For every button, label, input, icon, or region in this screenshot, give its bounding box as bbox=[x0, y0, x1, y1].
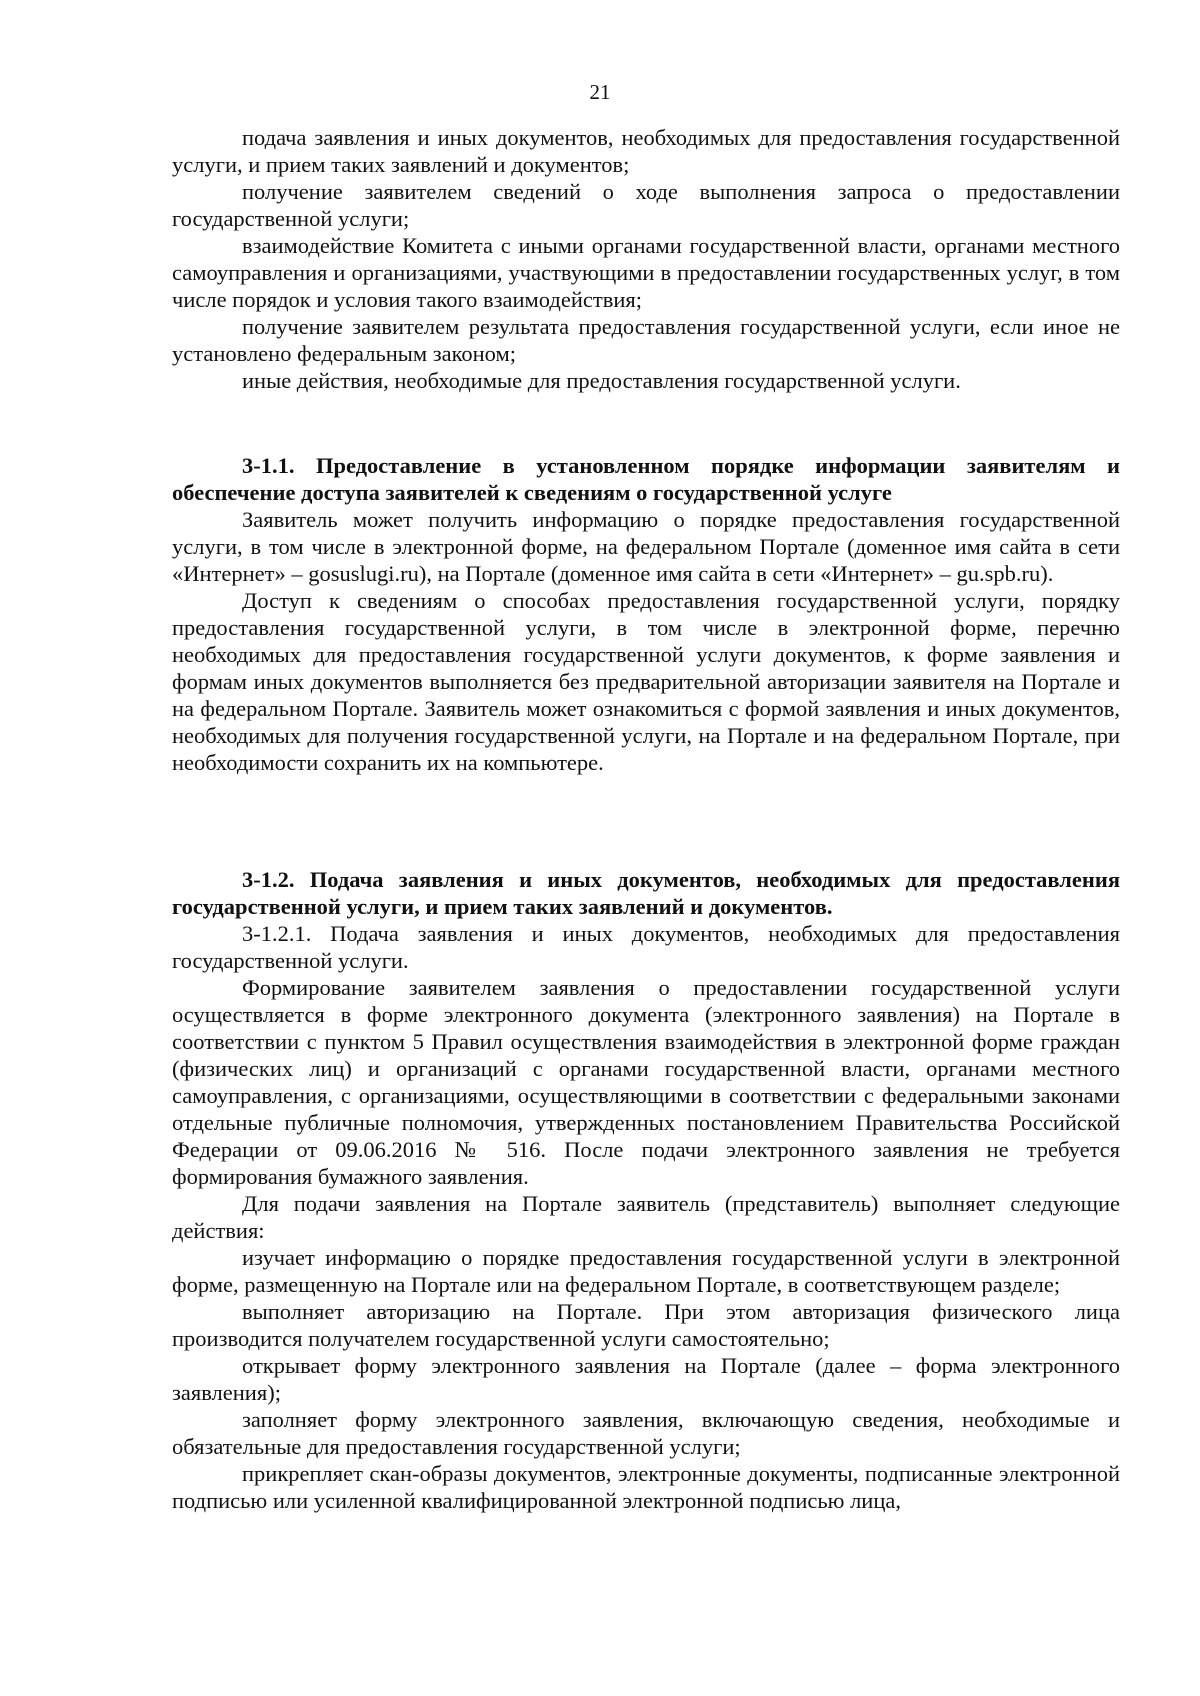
list-item: выполняет авторизацию на Портале. При этом авторизация физического лица производится получателем государственной услуги самостоятельно; bbox=[172, 1299, 1120, 1351]
paragraph: Для подачи заявления на Портале заявитель (представитель) выполняет следующие действия: bbox=[172, 1191, 1120, 1243]
list-item: открывает форму электронного заявления на Портале (далее – форма электронного заявления); bbox=[172, 1353, 1120, 1405]
paragraph: Заявитель может получить информацию о порядке предоставления государственной услуги, в том числе в электронной форме, на федеральном Портале (доменное имя сайта в сети «Интернет» – gosuslugi.ru), на Портале (доменное имя сайта в сети «Интернет» – gu.spb.ru). bbox=[172, 507, 1120, 586]
list-item: заполняет форму электронного заявления, включающую сведения, необходимые и обязательные для предоставления государственной услуги; bbox=[172, 1407, 1120, 1459]
list-item: прикрепляет скан-образы документов, электронные документы, подписанные электронной подписью или усиленной квалифицированной электронной подписью лица, bbox=[172, 1461, 1120, 1513]
list-item: изучает информацию о порядке предоставления государственной услуги в электронной форме, размещенную на Портале или на федеральном Портале, в соответствующем разделе; bbox=[172, 1245, 1120, 1297]
section-heading: 3-1.1. Предоставление в установленном порядке информации заявителям и обеспечение доступа заявителей к сведениям о государственной услуге bbox=[172, 453, 1120, 505]
section-3-1-1 bbox=[172, 452, 1120, 776]
section-3-1-2 bbox=[172, 866, 1120, 1514]
paragraph: Формирование заявителем заявления о предоставлении государственной услуги осуществляется в форме электронного документа (электронного заявления) на Портале в соответствии с пунктом 5 Правил осуществления взаимодействия в электронной форме граждан (физических лиц) и организаций с органами государственной власти, органами местного самоуправления, с организациями, осуществляющими в соответствии с федеральными законами отдельные публичные полномочия, утвержденных постановлением Правительства Российской Федерации от 09.06.2016 № 516. После подачи электронного заявления не требуется формирования бумажного заявления. bbox=[172, 975, 1120, 1189]
paragraph: Доступ к сведениям о способах предоставления государственной услуги, порядку предоставления государственной услуги, в том числе в электронной форме, перечню необходимых для предоставления государственной услуги документов, к форме заявления и формам иных документов выполняется без предварительной авторизации заявителя на Портале и на федеральном Портале. Заявитель может ознакомиться с формой заявления и иных документов, необходимых для получения государственной услуги, на Портале и на федеральном Портале, при необходимости сохранить их на компьютере. bbox=[172, 588, 1120, 775]
page-number: 21 bbox=[589, 80, 611, 104]
intro-list bbox=[172, 124, 1120, 394]
intro-item: подача заявления и иных документов, необходимых для предоставления государственной услуги, и прием таких заявлений и документов; bbox=[172, 125, 1120, 177]
intro-item: получение заявителем результата предоставления государственной услуги, если иное не установлено федеральным законом; bbox=[172, 314, 1120, 366]
intro-item: получение заявителем сведений о ходе выполнения запроса о предоставлении государственной услуги; bbox=[172, 179, 1120, 231]
intro-item: взаимодействие Комитета с иными органами государственной власти, органами местного самоуправления и организациями, участвующими в предоставлении государственных услуг, в том числе порядок и условия такого взаимодействия; bbox=[172, 233, 1120, 312]
section-heading: 3-1.2. Подача заявления и иных документов, необходимых для предоставления государственной услуги, и прием таких заявлений и документов. bbox=[172, 867, 1120, 919]
intro-item: иные действия, необходимые для предоставления государственной услуги. bbox=[242, 368, 961, 393]
paragraph: 3-1.2.1. Подача заявления и иных документов, необходимых для предоставления государственной услуги. bbox=[172, 921, 1120, 973]
